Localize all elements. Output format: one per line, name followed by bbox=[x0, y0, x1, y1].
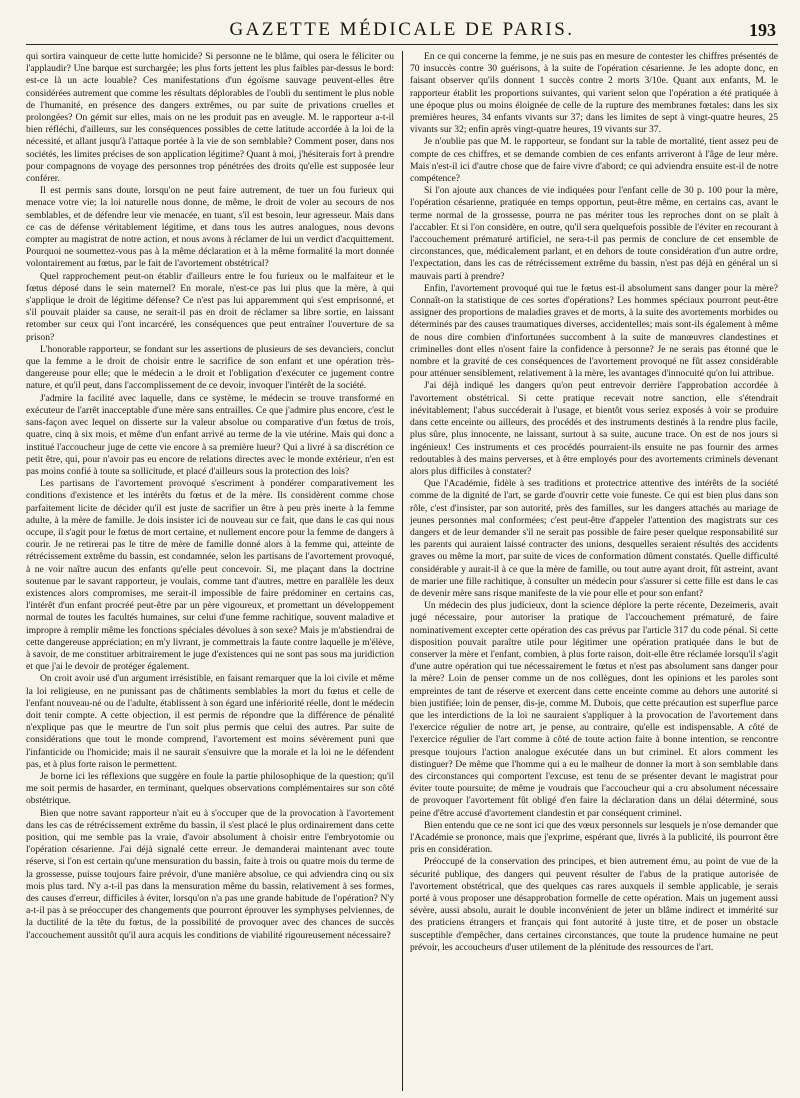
journal-title: GAZETTE MÉDICALE DE PARIS. bbox=[229, 19, 575, 40]
column-divider bbox=[402, 51, 403, 1091]
paragraph: qui sortira vainqueur de cette lutte homicide? Si personne ne le blâme, qui osera le féliciter ou l'applaudir? Une barque est surchargée; les plus forts jettent les plus faibles par-dessus le bord: est-ce là un acte louable? Ces manifestations d'un égoïsme sauvage peuvent-elles être considérées autrement que comme les résultats déplorables de l'oubli du sentiment le plus noble de l'humanité, en présence des dangers extrêmes, ou par suite de privations cruelles et prolongées? On gémit sur elles, mais on ne les produit pas en aveugle. M. le rapporteur a-t-il bien réfléchi, d'ailleurs, sur les conséquences possibles de cette latitude accordée à la loi de la nécessité, et allant jusqu'à l'attaque portée à la vie de son semblable? Comment poser, dans nos sociétés, les limites précises de son application légitime? Quant à moi, j'hésiterais fort à prendre pour compagnons de voyage des personnes trop pénétrées des droits qu'elle est supposée leur conférer. bbox=[26, 51, 395, 185]
paragraph: Enfin, l'avortement provoqué qui tue le fœtus est-il absolument sans danger pour la mère? Connaît-on la statistique de ces sortes d'opérations? Les hommes spéciaux pourront peut-être assigner des proportions de maladies graves et de morts, à la suite des avortements morbides ou déterminés par des causes traumatiques diverses, accidentelles; mais sont-ils également à même de nous dire combien d'infortunées succombent à la suite de manœuvres clandestines et criminelles dont elles n'osent faire la confidence à personne? Je ne serais pas étonné que le nombre et la gravité de ces conséquences de l'avortement provoqué ne fût assez considérable pour atténuer sensiblement, relativement à la mère, les avantages d'innocuité qu'on lui attribue. bbox=[410, 282, 778, 380]
paragraph: Je borne ici les réflexions que suggère en foule la partie philosophique de la question; qu'il me soit permis de hasarder, en terminant, quelques observations complémentaires sur son côté obstétrique. bbox=[26, 770, 395, 807]
left-column bbox=[26, 51, 394, 1091]
right-column bbox=[410, 51, 778, 1091]
paragraph: Que l'Académie, fidèle à ses traditions et protectrice attentive des intérêts de la société comme de la dignité de l'art, se garde d'ouvrir cette voie funeste. Ce qui est bien plus dans son rôle, c'est d'insister, par son autorité, près des familles, sur les dangers attachés au mariage de jeunes personnes mal conformées; c'est peut-être d'appeler l'attention des magistrats sur ces dangers et de leur demander s'il ne serait pas possible de faire peser quelque responsabilité sur les parents qui auraient laissé contracter des unions, desquelles seraient résultés des accidents graves ou même la mort, par suite de vices de conformation dûment constatés. Quelle difficulté considérable y aurait-il à ce que la mère de famille, ou tout autre ayant droit, fût astreint, avant de marier une fille rachitique, à consulter un médecin pour s'assurer si cette fille est dans le cas de devenir mère sans risque manifeste de la vie pour elle et pour son enfant? bbox=[410, 478, 778, 599]
page-header bbox=[26, 18, 778, 45]
paragraph: Un médecin des plus judicieux, dont la science déplore la perte récente, Dezeimeris, avait jugé nécessaire, pour autoriser la pratique de l'accouchement prématuré, de faire nominativement excepter cette opération des cas prévus par l'article 317 du code pénal. Si cette disposition pouvait paraître utile pour légitimer une opération pratiquée dans le but de conserver la mère et l'enfant, combien, à plus forte raison, doit-elle être réclamée lorsqu'il s'agit d'une autre opération qui tue nécessairement le fœtus et n'est pas absolument sans danger pour la mère? Loin de penser comme un de nos collègues, dont les opinions et les paroles sont empreintes de tant de réserve et exercent dans cette enceinte comme au dehors une autorité si bien justifiée; loin de penser, dis-je, comme M. Dubois, que cette précaution est superflue parce que les interdictions de la loi ne sauraient s'appliquer à la provocation de l'avortement dans l'exercice régulier de notre art, je pense, au contraire, qu'elle est indispensable. A côté de l'exercice régulier de l'art comme à côté de toute action faite à bonne intention, se rencontre presque toujours l'action analogue exécutée dans un but criminel. Et alors comment les distinguer? De même que l'homme qui a eu le malheur de donner la mort à son semblable dans des circonstances qui comportent l'excuse, est tenu de se présenter devant le magistrat pour éviter toute poursuite; de même je voudrais que l'accoucheur qui a cru absolument nécessaire de provoquer l'avortement fût obligé d'en faire la déclaration dans un délai déterminé, sous peine d'être accusé d'avortement clandestin et par conséquent criminel. bbox=[410, 600, 778, 819]
paragraph: L'honorable rapporteur, se fondant sur les assertions de plusieurs de ses devanciers, conclut que la femme a le droit de choisir entre le sacrifice de son enfant et une opération très-dangereuse pour elle; que le médecin a le droit et l'obligation d'exécuter ce jugement contre nature, et qu'il peut, dans l'accomplissement de ce devoir, invoquer l'intérêt de la société. bbox=[26, 343, 395, 392]
paragraph: On croit avoir usé d'un argument irrésistible, en faisant remarquer que la loi civile et même la loi religieuse, en ne punissant pas de châtiments semblables la mort du fœtus et celle de l'enfant nouveau-né ou de l'adulte, établissent à son égard une infériorité réelle, dont le médecin doit tenir compte. A cette objection, il est permis de répondre que la différence de pénalité n'explique pas que le meurtre de l'un soit plus permis que celui des autres. Par suite de considérations que tout le monde comprend, l'avortement est moins sévèrement puni que l'infanticide ou l'homicide; mais il ne saurait s'ensuivre que la morale et la loi ne le défendent pas, et à plus forte raison le permettent. bbox=[26, 673, 395, 770]
text-columns bbox=[26, 51, 778, 1091]
paragraph: J'ai déjà indiqué les dangers qu'on peut entrevoir derrière l'approbation accordée à l'avortement obstétrical. Si cette pratique recevait notre sanction, elle s'étendrait inévitablement; l'abus succéderait à l'usage, et bientôt vous seriez exposés à voir se produire dans cette enceinte ou ailleurs, des procédés et des instruments destinés à la rendre plus facile, plus sûre, plus innocente, ne laissant, surtout à sa suite, aucune trace. On est de nos jours si ingénieux! Ces instruments et ces procédés pourraient-ils ensuite ne pas fournir des armes redoutables à des mains perverses, et à être employés pour des avortements criminels devenant alors plus difficiles à constater? bbox=[410, 380, 778, 477]
paragraph: En ce qui concerne la femme, je ne suis pas en mesure de contester les chiffres présentés de 70 insuccès contre 30 guérisons, à la suite de l'opération césarienne. Je les adopte donc, en faisant observer qu'ils donnent 1 succès contre 2 morts 3/10e. Quant aux enfants, M. le rapporteur établit les proportions suivantes, qui varient selon que l'opération a été pratiquée à une époque plus ou moins éloignée de celle de la rupture des membranes fœtales: dans les six premières heures, 34 enfants vivants sur 37; dans les limites de sept à vingt-quatre heures, 25 vivants sur 32; enfin après vingt-quatre heures, 19 vivants sur 37. bbox=[410, 51, 778, 136]
paragraph: Préoccupé de la conservation des principes, et bien autrement ému, au point de vue de la sécurité publique, des dangers qui peuvent résulter de l'abus de la pratique autorisée de l'avortement obstétrical, que des quelques cas rares auxquels il semble applicable, je serais porté à vous proposer une désapprobation formelle de cette opération. Mais un jugement aussi sévère, aussi absolu, aurait le double inconvénient de jeter un blâme indirect et immérité sur des praticiens étrangers et français qui font autorité à juste titre, et de poser un obstacle susceptible d'empêcher, dans certaines circonstances, que toute la prudence humaine ne peut prévoir, les accoucheurs d'user utilement de la plénitude des ressources de l'art. bbox=[410, 856, 778, 953]
paragraph: Je n'oublie pas que M. le rapporteur, se fondant sur la table de mortalité, tient assez peu de compte de ces chiffres, et se demande combien de ces enfants arriveront à l'âge de leur mère. Mais n'est-il ici d'autre chose que de faire vivre d'abord; ce qui adviendra ensuite est-il de notre compétence? bbox=[410, 136, 778, 185]
paragraph: Il est permis sans doute, lorsqu'on ne peut faire autrement, de tuer un fou furieux qui menace votre vie; la loi naturelle nous donne, de même, le droit de voler au secours de nos semblables, et de défendre leur vie menacée, en tuant, s'il est besoin, leur agresseur. Mais dans ce cas de défense véritablement légitime, et dans tous les autres analogues, nous devons compter au magistrat de notre action, et nous avons à réclamer de lui un verdict d'acquittement. Pourquoi ne soumettez-vous pas à la même déclaration et à la même formalité la mort donnée volontairement au fœtus, par le fait de l'avortement obstétrical? bbox=[26, 185, 395, 270]
paragraph: Les partisans de l'avortement provoqué s'escriment à pondérer comparativement les conditions d'existence et les intérêts du fœtus et de la mère. Ils considèrent comme chose parfaitement licite de décider qu'il est juste de sacrifier un être à peu près inerte à la femme adulte, à la mère de famille. Je dois insister ici de nouveau sur ce fait, que dans le cas qui nous occupe, il s'agit pour le fœtus de mort certaine, et nullement encore pour la femme de dangers à courir. Je ne retirerai pas le titre de mère de famille donné alors à la femme qui, atteinte de rétrécissement extrême du bassin, est condamnée, selon les partisans de l'avortement provoqué, à ne voir naître aucun des enfants qu'elle peut concevoir. Si, me plaçant dans la doctrine soutenue par le savant rapporteur, je voulais, comme tant d'autres, mettre en parallèle les deux existences alors compromises, me serait-il impossible de faire prédominer en certains cas, l'intérêt d'un enfant procréé peut-être par un père vigoureux, et promettant un développement normal de toutes les facultés humaines, sur celui d'une femme rachitique, souvent maladive et impropre à remplir même les fonctions spéciales dévolues à son sexe? Mais je m'abstiendrai de cette dangereuse appréciation; en m'y livrant, je commettrais la faute contre laquelle je m'élève, à savoir, de me constituer arbitrairement le juge d'existences qui ne sont pas sous ma juridiction et que j'ai le devoir de protéger également. bbox=[26, 478, 395, 673]
paragraph: Quel rapprochement peut-on établir d'ailleurs entre le fou furieux ou le malfaiteur et le fœtus déposé dans le sein maternel? En morale, n'est-ce pas lui plus que la mère, à qui s'applique le droit de légitime défense? Ce n'est pas lui apparemment qui s'est emprisonné, et s'il pouvait plaider sa cause, ne serait-il pas en droit de réclamer sa libre sortie, en laissant retomber sur ceux qui l'ont incarcéré, les conséquences que peut entraîner l'ouverture de sa prison? bbox=[26, 270, 395, 343]
paragraph: Si l'on ajoute aux chances de vie indiquées pour l'enfant celle de 30 p. 100 pour la mère, l'opération césarienne, pratiquée en temps opportun, peut-être même, en certains cas, avant le terme normal de la grossesse, pourra ne pas mériter tous les reproches dont on se plaît à l'accabler. Et si l'on considère, en outre, qu'il sera quelquefois possible de l'éviter en recourant à l'accouchement prématuré artificiel, ne sera-t-il pas permis de conclure de cet ensemble de circonstances, que, médicalement parlant, et en dehors de toute considération d'un autre ordre, l'expectation, dans les cas de rétrécissement extrême du bassin, n'est pas déjà en général un si mauvais parti à prendre? bbox=[410, 185, 778, 282]
paragraph: Bien entendu que ce ne sont ici que des vœux personnels sur lesquels je n'ose demander que l'Académie se prononce, mais que j'exprime, espérant que, livrés à la publicité, ils pourront être pris en considération. bbox=[410, 819, 778, 856]
page-number: 193 bbox=[749, 20, 776, 40]
paragraph: J'admire la facilité avec laquelle, dans ce système, le médecin se trouve transformé en exécuteur de l'arrêt inacceptable d'une mère sans entrailles. Ce que j'admire plus encore, c'est le sans-façon avec lequel on disserte sur la valeur absolue ou comparative d'un fœtus de trois, quatre, cinq à six mois, et même d'un enfant arrivé au terme de la vie utérine. Mais qui donc a institué l'accoucheur juge de cette vie encore à sa première lueur? Qui a livré à sa discrétion ce petit être, qui, pour n'avoir pas eu encore de relations directes avec le monde extérieur, n'en est pas moins confié à toute sa sollicitude, et placé d'ailleurs sous la protection des lois? bbox=[26, 392, 395, 477]
paragraph: Bien que notre savant rapporteur n'ait eu à s'occuper que de la provocation à l'avortement dans les cas de rétrécissement extrême du bassin, il s'est placé le plus ordinairement dans cette position, qui me semble pas la vraie, d'avoir absolument à choisir entre l'embryotomie ou l'opération césarienne. J'ai déjà signalé cette erreur. Je demanderai maintenant avec toute réserve, si l'on est certain qu'une mensuration du bassin, faite à trois ou quatre mois du terme de la grossesse, puisse toujours faire prévoir, d'une manière absolue, ce qui adviendra cinq ou six mois plus tard. N'y a-t-il pas dans la mensuration même du bassin, relativement à ses formes, des causes d'erreur, difficiles à éviter, lorsqu'on n'a pas une grande habitude de l'opération? N'y a-t-il pas à se préoccuper des changements que pourront éprouver les symphyses pelviennes, de la ductilité de la tête du fœtus, de la possibilité de provoquer avec des chances de succès l'accouchement aussitôt qu'il aura acquis les conditions de viabilité rigoureusement nécessaire? bbox=[26, 807, 395, 941]
